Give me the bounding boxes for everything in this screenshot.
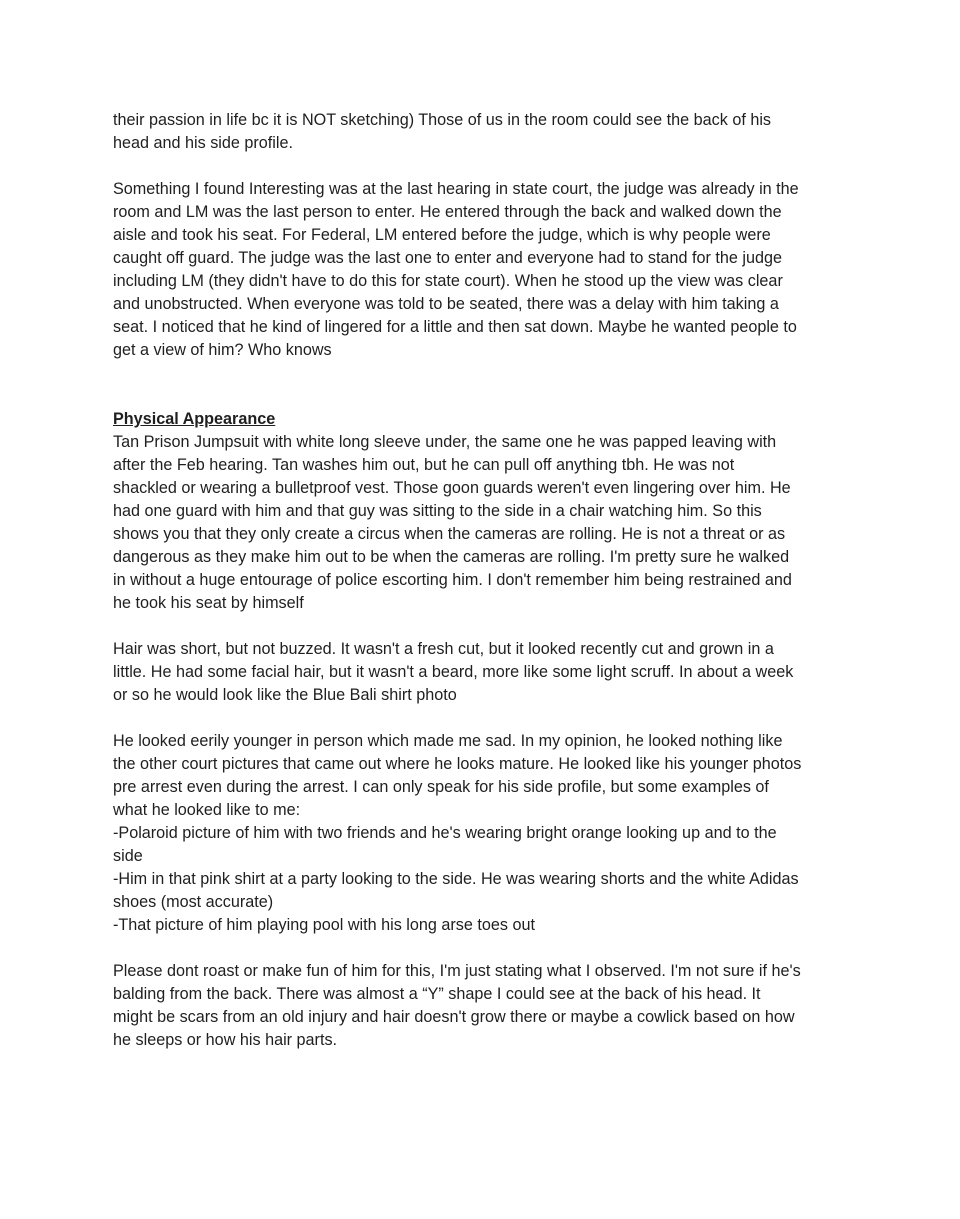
text-line: room and LM was the last person to enter. He entered through the back and walked down the <box>113 203 782 221</box>
text-line: aisle and took his seat. For Federal, LM entered before the judge, which is why people were <box>113 226 771 244</box>
text-line: He looked eerily younger in person which made me sad. In my opinion, he looked nothing like <box>113 732 783 750</box>
text-line: get a view of him? Who knows <box>113 341 332 359</box>
text-line: the other court pictures that came out where he looks mature. He looked like his younger photos <box>113 755 802 773</box>
text-line: little. He had some facial hair, but it wasn't a beard, more like some light scruff. In about a week <box>113 663 794 681</box>
text-line: -Polaroid picture of him with two friends and he's wearing bright orange looking up and to the <box>113 824 777 842</box>
text-line: in without a huge entourage of police escorting him. I don't remember him being restrained and <box>113 571 792 589</box>
paragraph <box>113 178 853 362</box>
paragraph <box>113 730 853 937</box>
text-line: caught off guard. The judge was the last one to enter and everyone had to stand for the judge <box>113 249 782 267</box>
text-line: and unobstructed. When everyone was told to be seated, there was a delay with him taking a <box>113 295 779 313</box>
text-line: Hair was short, but not buzzed. It wasn't a fresh cut, but it looked recently cut and grown in a <box>113 640 774 658</box>
text-line: seat. I noticed that he kind of lingered for a little and then sat down. Maybe he wanted people to <box>113 318 797 336</box>
text-line: dangerous as they make him out to be when the cameras are rolling. I'm pretty sure he walked <box>113 548 790 566</box>
text-line: or so he would look like the Blue Bali shirt photo <box>113 686 457 704</box>
intro-paragraphs <box>113 109 853 362</box>
text-line: their passion in life bc it is NOT sketching) Those of us in the room could see the back of his <box>113 111 772 129</box>
paragraph <box>113 960 853 1052</box>
text-line: including LM (they didn't have to do this for state court). When he stood up the view was clear <box>113 272 783 290</box>
section-body <box>113 431 853 1052</box>
text-line: head and his side profile. <box>113 134 293 152</box>
text-line: Please dont roast or make fun of him for this, I'm just stating what I observed. I'm not sure if he's <box>113 962 801 980</box>
text-line: he took his seat by himself <box>113 594 304 612</box>
paragraph <box>113 431 853 615</box>
text-line: had one guard with him and that guy was sitting to the side in a chair watching him. So this <box>113 502 762 520</box>
physical-appearance-section <box>113 408 853 1052</box>
document-page <box>113 109 853 1075</box>
text-line: shackled or wearing a bulletproof vest. Those goon guards weren't even lingering over him. He <box>113 479 791 497</box>
text-line: Something I found Interesting was at the last hearing in state court, the judge was already in the <box>113 180 799 198</box>
section-heading: Physical Appearance <box>113 410 276 428</box>
text-line: -That picture of him playing pool with his long arse toes out <box>113 916 535 934</box>
text-line: -Him in that pink shirt at a party looking to the side. He was wearing shorts and the white Adidas <box>113 870 799 888</box>
text-line: what he looked like to me: <box>113 801 301 819</box>
text-line: side <box>113 847 143 865</box>
paragraph <box>113 109 853 155</box>
text-line: after the Feb hearing. Tan washes him out, but he can pull off anything tbh. He was not <box>113 456 735 474</box>
paragraph <box>113 638 853 707</box>
text-line: balding from the back. There was almost a “Y” shape I could see at the back of his head. It <box>113 985 761 1003</box>
text-line: shoes (most accurate) <box>113 893 274 911</box>
text-line: pre arrest even during the arrest. I can only speak for his side profile, but some examples of <box>113 778 769 796</box>
text-line: Tan Prison Jumpsuit with white long sleeve under, the same one he was papped leaving with <box>113 433 777 451</box>
text-line: might be scars from an old injury and hair doesn't grow there or maybe a cowlick based on how <box>113 1008 795 1026</box>
section-spacer <box>113 385 853 408</box>
text-line: he sleeps or how his hair parts. <box>113 1031 338 1049</box>
text-line: shows you that they only create a circus when the cameras are rolling. He is not a threat or as <box>113 525 786 543</box>
